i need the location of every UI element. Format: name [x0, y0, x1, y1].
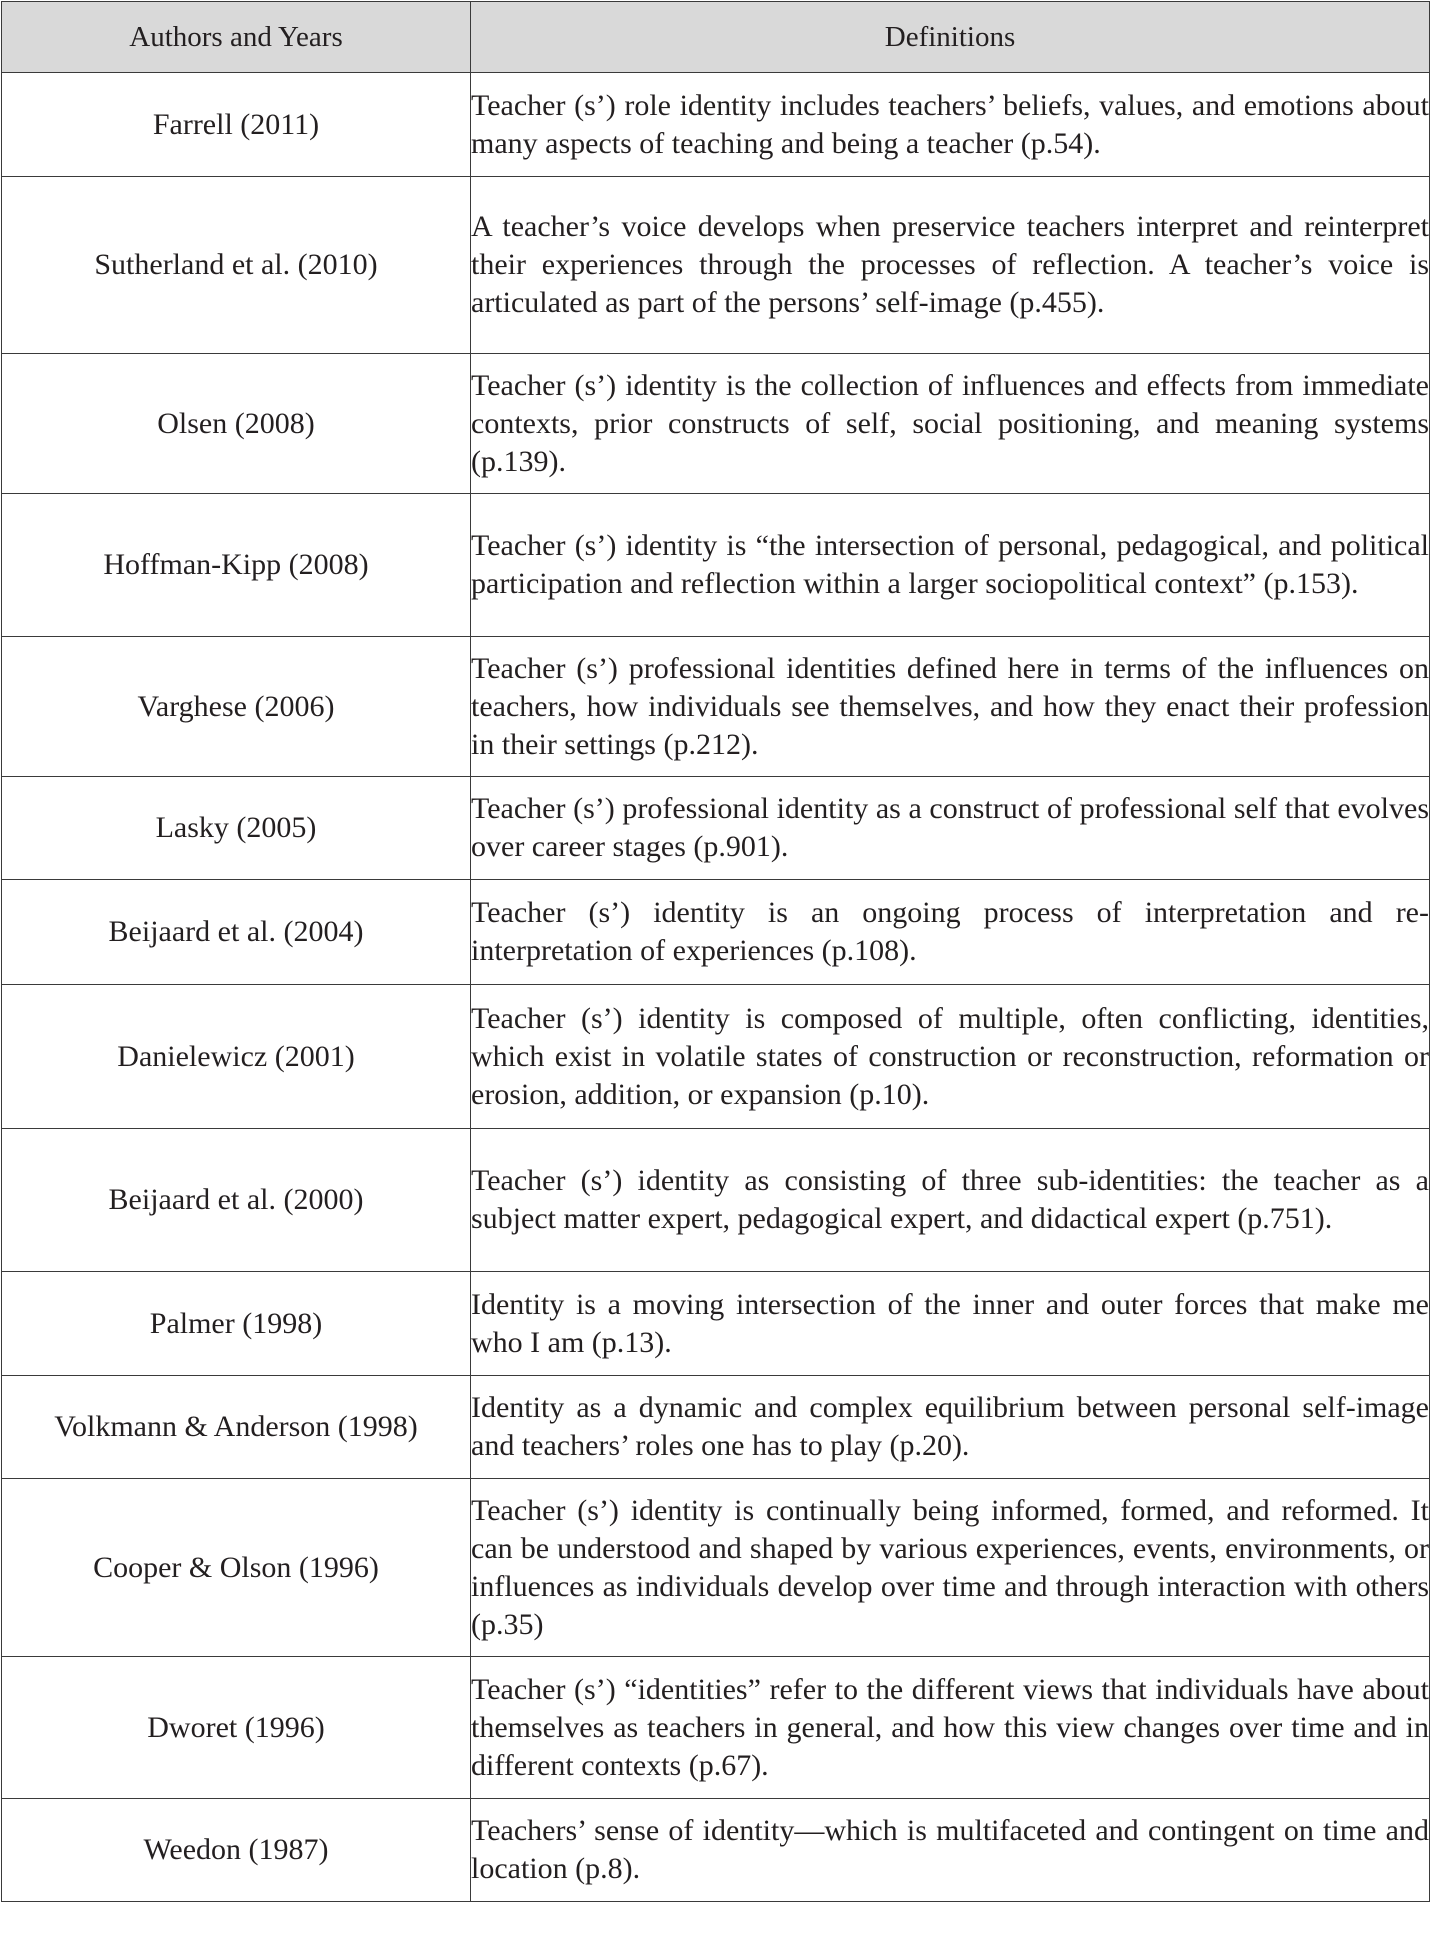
definition-cell: Identity is a moving intersection of the inner and outer forces that make me who I am (p.13). — [471, 1272, 1430, 1376]
table-row — [2, 73, 1430, 177]
table-row — [2, 637, 1430, 777]
author-cell: Hoffman-Kipp (2008) — [2, 494, 471, 637]
header-row — [2, 2, 1430, 73]
definition-cell: Teacher (s’) professional identities defined here in terms of the influences on teachers, how individuals see themselves, and how they enact their profession in their settings (p.212). — [471, 637, 1430, 777]
table-row — [2, 354, 1430, 494]
table-row — [2, 1657, 1430, 1799]
table-row — [2, 985, 1430, 1129]
table-row — [2, 880, 1430, 985]
author-cell: Beijaard et al. (2004) — [2, 880, 471, 985]
definition-cell: Identity as a dynamic and complex equilibrium between personal self-image and teachers’ roles one has to play (p.20). — [471, 1376, 1430, 1479]
table-row — [2, 777, 1430, 880]
definition-cell: Teachers’ sense of identity—which is multifaceted and contingent on time and location (p.8). — [471, 1799, 1430, 1902]
definition-cell: Teacher (s’) identity as consisting of three sub-identities: the teacher as a subject matter expert, pedagogical expert, and didactical expert (p.751). — [471, 1129, 1430, 1272]
author-cell: Beijaard et al. (2000) — [2, 1129, 471, 1272]
table-row — [2, 1376, 1430, 1479]
author-cell: Varghese (2006) — [2, 637, 471, 777]
author-cell: Palmer (1998) — [2, 1272, 471, 1376]
table-row — [2, 1799, 1430, 1902]
definition-cell: Teacher (s’) “identities” refer to the different views that individuals have about themselves as teachers in general, and how this view changes over time and in different contexts (p.67). — [471, 1657, 1430, 1799]
author-cell: Sutherland et al. (2010) — [2, 177, 471, 354]
table-row — [2, 1272, 1430, 1376]
definitions-table — [1, 1, 1430, 1902]
definition-cell: Teacher (s’) role identity includes teachers’ beliefs, values, and emotions about many aspects of teaching and being a teacher (p.54). — [471, 73, 1430, 177]
definition-cell: Teacher (s’) identity is composed of multiple, often conflicting, identities, which exist in volatile states of construction or reconstruction, reformation or erosion, addition, or expansion (p.10). — [471, 985, 1430, 1129]
author-cell: Farrell (2011) — [2, 73, 471, 177]
definition-cell: Teacher (s’) identity is “the intersection of personal, pedagogical, and political participation and reflection within a larger sociopolitical context” (p.153). — [471, 494, 1430, 637]
table-row — [2, 177, 1430, 354]
author-cell: Lasky (2005) — [2, 777, 471, 880]
author-cell: Volkmann & Anderson (1998) — [2, 1376, 471, 1479]
author-cell: Cooper & Olson (1996) — [2, 1479, 471, 1657]
definition-cell: Teacher (s’) professional identity as a construct of professional self that evolves over career stages (p.901). — [471, 777, 1430, 880]
definition-cell: Teacher (s’) identity is continually being informed, formed, and reformed. It can be understood and shaped by various experiences, events, environments, or influences as individuals develop over time and through interaction with others (p.35) — [471, 1479, 1430, 1657]
definition-cell: A teacher’s voice develops when preservice teachers interpret and reinterpret their experiences through the processes of reflection. A teacher’s voice is articulated as part of the persons’ self-image (p.455). — [471, 177, 1430, 354]
header-authors-and-years: Authors and Years — [2, 2, 471, 73]
author-cell: Weedon (1987) — [2, 1799, 471, 1902]
definition-cell: Teacher (s’) identity is an ongoing process of interpretation and re-interpretation of experiences (p.108). — [471, 880, 1430, 985]
author-cell: Danielewicz (2001) — [2, 985, 471, 1129]
table-row — [2, 1479, 1430, 1657]
table-header — [2, 2, 1430, 73]
header-definitions: Definitions — [471, 2, 1430, 73]
definition-cell: Teacher (s’) identity is the collection of influences and effects from immediate contexts, prior constructs of self, social positioning, and meaning systems (p.139). — [471, 354, 1430, 494]
author-cell: Olsen (2008) — [2, 354, 471, 494]
table-row — [2, 494, 1430, 637]
author-cell: Dworet (1996) — [2, 1657, 471, 1799]
table-row — [2, 1129, 1430, 1272]
